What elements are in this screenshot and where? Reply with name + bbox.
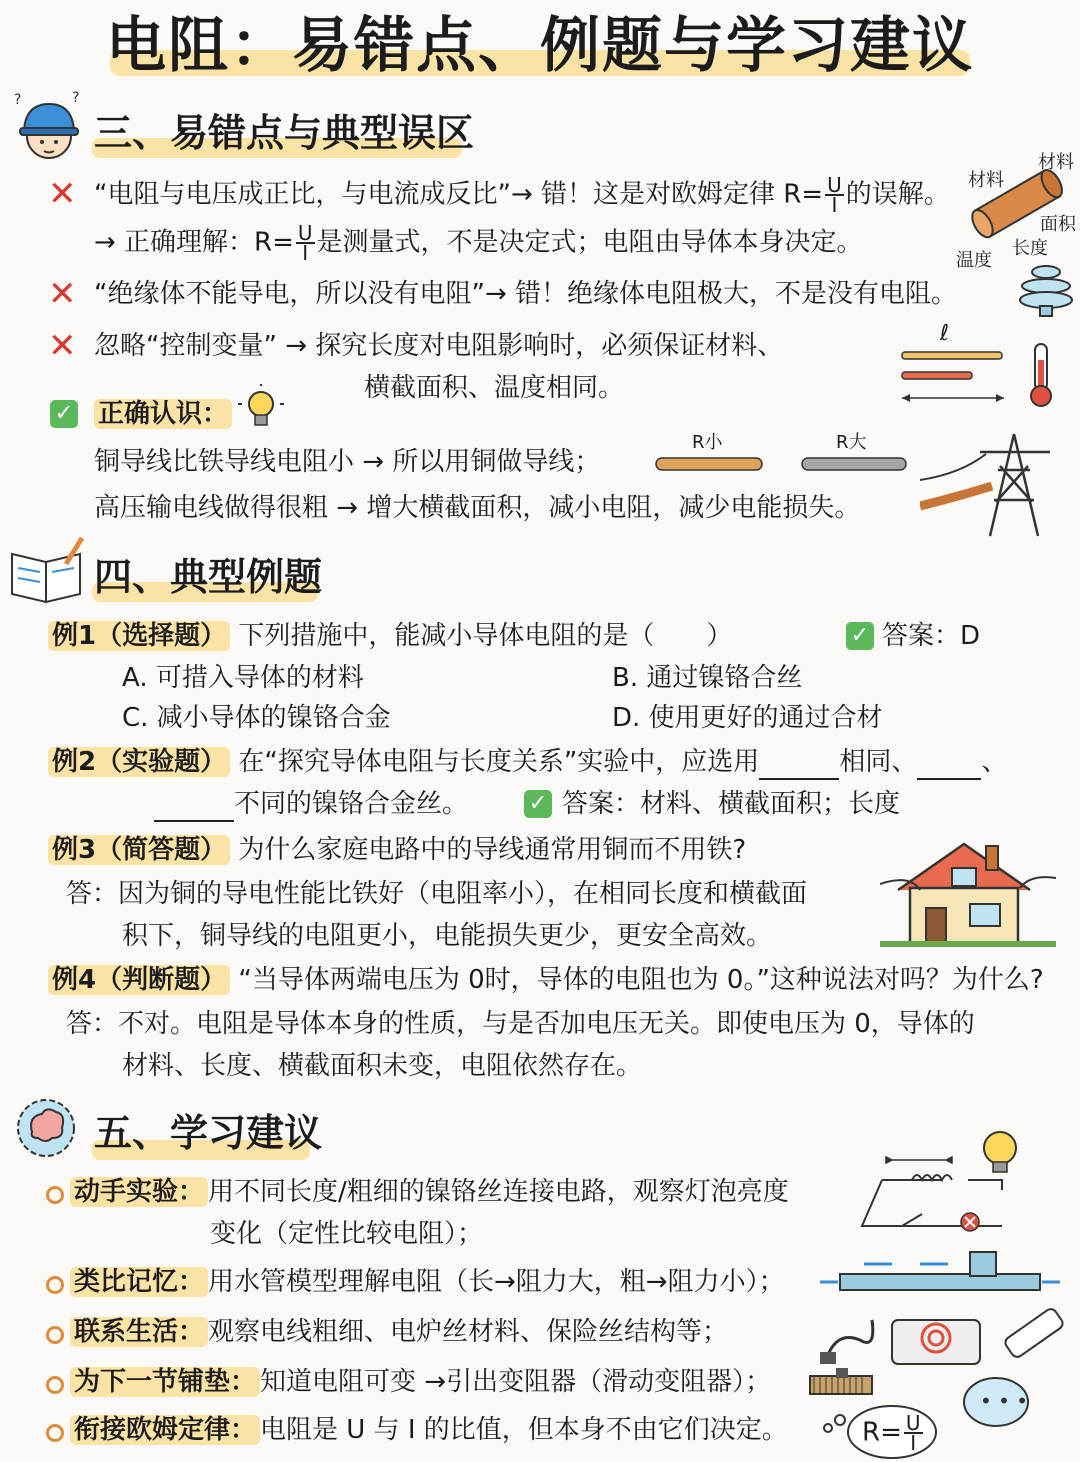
bullet-icon (46, 1186, 64, 1204)
cyl-label-temperature: 温度 (956, 250, 992, 271)
example-2-text-end: 、 (981, 747, 1008, 777)
blank-line (154, 794, 234, 822)
example-3-answer-1: 答：因为铜的导电性能比铁好（电阻率小），在相同长度和横截面 (66, 879, 808, 909)
example-2-line2-text: 不同的镍铬合金丝。 (234, 789, 469, 819)
tip-3-text: 观察电线粗细、电炉丝材料、保险丝结构等； (208, 1317, 729, 1347)
example-3-tag: 例3（简答题） (48, 835, 230, 865)
cyl-label-material-2: 材料 (1038, 152, 1074, 173)
bullet-icon (46, 1376, 64, 1394)
thermometer-icon (1024, 340, 1058, 408)
misconception-1-text: “电阻与电压成正比，与电流成反比”→ 错！这是对欧姆定律 R= (94, 179, 824, 210)
fraction-numerator: U (827, 173, 842, 197)
correct-label: 正确认识： (94, 399, 232, 429)
correct-point-1: 铜导线比铁导线电阻小 → 所以用铜做导线； (94, 447, 601, 477)
tip-3-tag: 联系生活： (70, 1317, 208, 1347)
cyl-label-material-1: 材料 (968, 170, 1004, 191)
lightbulb-icon (238, 384, 284, 436)
svg-text:• • •: • • • (980, 1389, 1029, 1413)
worker-helmet-icon (10, 90, 88, 166)
example-1-answer: 答案：D (882, 621, 981, 651)
example-1-question (48, 618, 732, 654)
example-2-answer: 答案：材料、横截面积；长度 (562, 789, 901, 819)
appliances-icon (816, 1300, 1068, 1370)
tip-2 (70, 1264, 785, 1300)
wire-length-label: ℓ (940, 321, 950, 346)
fraction-denominator: I (302, 241, 309, 265)
example-2-text: 在“探究导体电阻与长度关系”实验中，应选用 (238, 747, 760, 777)
circuit-bulb-icon (852, 1110, 1042, 1238)
wrong-icon: ✕ (48, 274, 77, 314)
tip-5 (70, 1412, 788, 1448)
misconception-1-tail: 的误解。 (845, 179, 950, 210)
svg-text:?: ? (72, 90, 80, 106)
page-title: 电阻：易错点、例题与学习建议 (106, 11, 974, 81)
misconception-1-line2 (94, 221, 863, 265)
r-small-label: R小 (692, 432, 723, 453)
tip-4-tag: 为下一节铺垫： (70, 1367, 260, 1397)
sec4-heading: 四、典型例题 (94, 555, 323, 599)
misconception-3-line1: 忽略“控制变量” → 探究长度对电阻影响时，必须保证材料、 (94, 331, 784, 361)
insulator-icon (1016, 262, 1076, 320)
r-big-label: R大 (836, 432, 867, 453)
tip-4-text: 知道电阻可变 →引出变阻器（滑动变阻器）； (260, 1367, 772, 1397)
example-1-option-a: A. 可措入导体的材料 (122, 663, 364, 693)
check-icon: ✓ (524, 790, 552, 818)
wrong-icon: ✕ (48, 326, 77, 366)
blank-line (917, 752, 981, 780)
wrong-icon: ✕ (48, 174, 77, 214)
example-1-tag: 例1（选择题） (48, 621, 230, 651)
misconception-2: “绝缘体不能导电，所以没有电阻”→ 错！绝缘体电阻极大，不是没有电阻。 (94, 279, 957, 309)
example-3-text: 为什么家庭电路中的导线通常用铜而不用铁? (238, 835, 747, 865)
check-icon: ✓ (50, 400, 78, 428)
ohm-fraction (904, 1411, 923, 1455)
brain-gear-icon (8, 1092, 84, 1164)
tip-5-text: 电阻是 U 与 I 的比值，但本身不由它们决定。 (260, 1415, 788, 1445)
fraction-numerator: U (297, 221, 313, 245)
cyl-label-area: 面积 (1040, 214, 1076, 235)
example-1-option-d: D. 使用更好的通过合材 (612, 703, 883, 733)
correct-understanding-prefix: → 正确理解：R= (94, 227, 294, 258)
example-2-question (48, 744, 1007, 780)
example-4-question (48, 962, 1044, 998)
bubble-r: R= (862, 1417, 902, 1448)
example-2-text-mid: 相同、 (839, 747, 918, 777)
correct-label-wrap (94, 396, 232, 432)
tip-1-text: 用不同长度/粗细的镍铬丝连接电路，观察灯泡亮度 (208, 1177, 789, 1207)
ohm-fraction (296, 221, 315, 265)
tip-1-tag: 动手实验： (70, 1177, 208, 1207)
misconception-3-line2: 横截面积、温度相同。 (364, 373, 625, 403)
blank-line (759, 752, 839, 780)
correct-understanding-text: 是测量式，不是决定式；电阻由导体本身决定。 (316, 227, 863, 258)
tip-1-line2: 变化（定性比较电阻）； (210, 1219, 484, 1249)
svg-text:?: ? (14, 92, 22, 108)
cyl-label-length: 长度 (1012, 238, 1048, 259)
correct-point-2: 高压输电线做得很粗 → 增大横截面积，减小电阻，减少电能损失。 (94, 493, 861, 523)
fraction-denominator: I (831, 193, 838, 217)
example-1-option-b: B. 通过镍铬合丝 (612, 663, 803, 693)
bullet-icon (46, 1326, 64, 1344)
example-3-answer-2: 积下，铜导线的电阻更小，电能损失更少，更安全高效。 (122, 921, 773, 951)
bullet-icon (46, 1424, 64, 1442)
example-2-line2 (154, 786, 468, 822)
example-1-option-c: C. 减小导体的镍铬合金 (122, 703, 391, 733)
fraction-denominator: I (910, 1431, 917, 1455)
sec3-heading: 三、易错点与典型误区 (94, 111, 475, 155)
example-4-text: “当导体两端电压为 0时，导体的电阻也为 0。”这种说法对吗？为什么? (238, 965, 1044, 995)
check-icon: ✓ (846, 622, 874, 650)
example-1-text: 下列措施中，能减小导体电阻的是（ ） (238, 621, 733, 651)
power-tower-icon (920, 430, 1070, 540)
example-4-answer-1: 答：不对。电阻是导体本身的性质，与是否加电压无关。即使电压为 0，导体的 (66, 1009, 975, 1039)
example-3-question (48, 832, 746, 868)
copper-iron-wires-icon (654, 452, 910, 476)
tip-1 (70, 1174, 789, 1210)
ohm-fraction (825, 173, 844, 217)
fraction-numerator: U (905, 1411, 921, 1435)
example-4-answer-2: 材料、长度、横截面积未变，电阻依然存在。 (122, 1051, 643, 1081)
notebook-icon (8, 534, 88, 606)
sec5-heading: 五、学习建议 (94, 1111, 323, 1155)
house-icon (880, 838, 1056, 950)
example-4-tag: 例4（判断题） (48, 965, 230, 995)
example-2-tag: 例2（实验题） (48, 747, 230, 777)
tip-4 (70, 1364, 771, 1400)
tip-5-tag: 衔接欧姆定律： (70, 1415, 260, 1445)
tip-2-tag: 类比记忆： (70, 1267, 208, 1297)
tip-3 (70, 1314, 728, 1350)
wire-length-icon (896, 330, 1012, 408)
bullet-icon (46, 1276, 64, 1294)
tip-2-text: 用水管模型理解电阻（长→阻力大，粗→阻力小）； (208, 1267, 785, 1297)
misconception-1-line1 (94, 173, 950, 217)
bubble-formula (862, 1411, 925, 1455)
